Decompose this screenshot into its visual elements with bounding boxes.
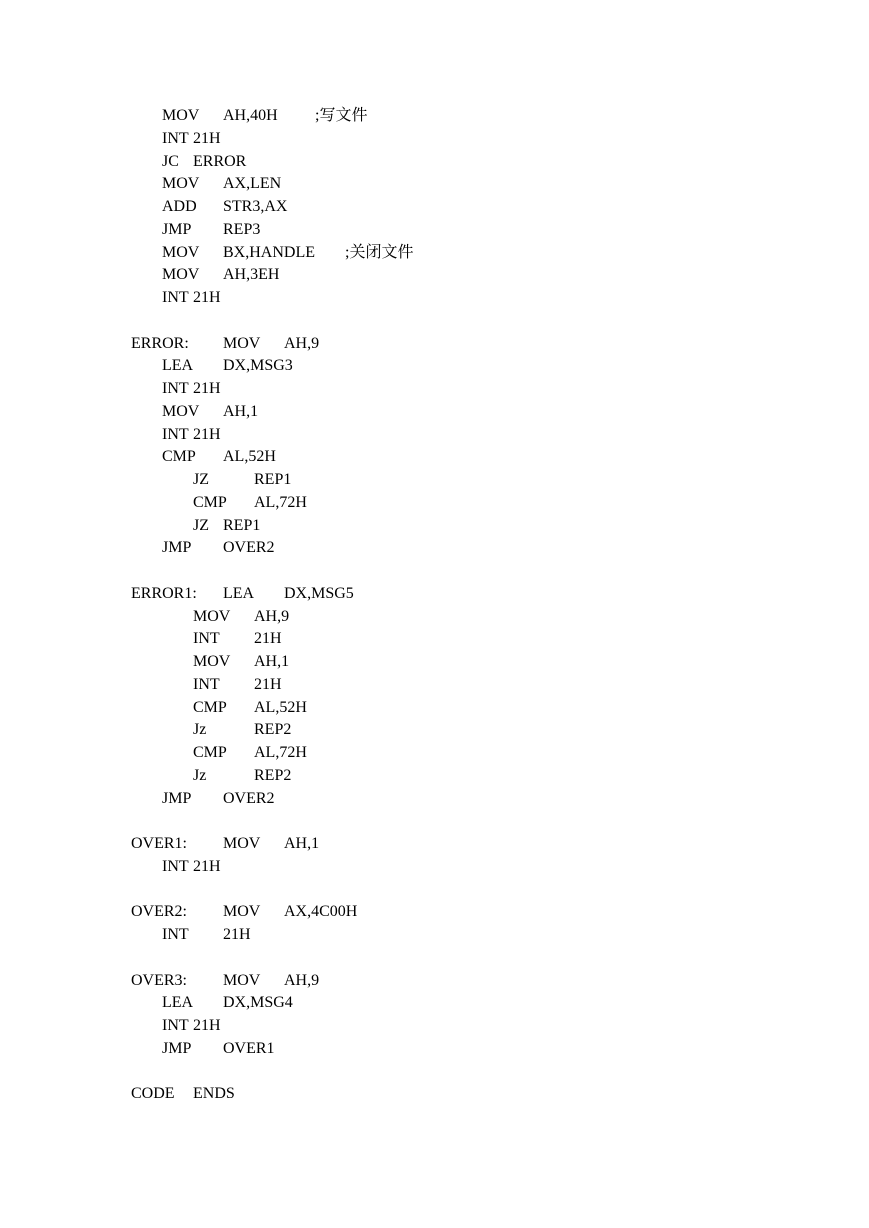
code-token: LEA bbox=[162, 357, 194, 374]
code-token: AH,1 bbox=[284, 835, 320, 852]
code-token: REP2 bbox=[254, 767, 292, 784]
code-token: MOV bbox=[162, 403, 200, 420]
code-token: 21H bbox=[193, 1017, 221, 1034]
code-line bbox=[0, 788, 869, 810]
code-token: MOV bbox=[193, 608, 231, 625]
code-token: AX,4C00H bbox=[284, 903, 358, 920]
code-token: JMP bbox=[162, 221, 192, 238]
code-token: INT bbox=[162, 926, 189, 943]
code-token: AX,LEN bbox=[223, 175, 282, 192]
code-token: STR3,AX bbox=[223, 198, 288, 215]
code-token: OVER3: bbox=[131, 972, 187, 989]
code-token: ;关闭文件 bbox=[345, 244, 414, 261]
code-line bbox=[0, 924, 869, 946]
code-token: JC bbox=[162, 153, 179, 170]
code-line bbox=[0, 1038, 869, 1060]
code-token: AH,3EH bbox=[223, 266, 280, 283]
code-token: 21H bbox=[193, 380, 221, 397]
code-token: ;写文件 bbox=[315, 107, 368, 124]
code-token: MOV bbox=[193, 653, 231, 670]
code-line bbox=[0, 674, 869, 696]
code-line bbox=[0, 469, 869, 491]
code-token: MOV bbox=[162, 244, 200, 261]
code-token: CMP bbox=[193, 494, 227, 511]
code-token: OVER2: bbox=[131, 903, 187, 920]
code-token: 21H bbox=[193, 858, 221, 875]
code-token: 21H bbox=[223, 926, 251, 943]
code-token: INT bbox=[162, 426, 189, 443]
code-token: MOV bbox=[162, 266, 200, 283]
code-token: REP2 bbox=[254, 721, 292, 738]
code-token: MOV bbox=[162, 107, 200, 124]
code-token: DX,MSG3 bbox=[223, 357, 293, 374]
code-token: AL,72H bbox=[254, 494, 307, 511]
code-token: BX,HANDLE bbox=[223, 244, 315, 261]
code-token: REP1 bbox=[223, 517, 261, 534]
code-token: MOV bbox=[223, 835, 261, 852]
code-token: MOV bbox=[223, 903, 261, 920]
code-token: AH,1 bbox=[254, 653, 290, 670]
code-token: ENDS bbox=[193, 1085, 235, 1102]
code-token: OVER1: bbox=[131, 835, 187, 852]
code-line bbox=[0, 424, 869, 446]
code-line bbox=[0, 742, 869, 764]
code-token: AL,52H bbox=[254, 699, 307, 716]
code-token: INT bbox=[162, 858, 189, 875]
code-line bbox=[0, 151, 869, 173]
code-token: JZ bbox=[193, 471, 209, 488]
code-line bbox=[0, 105, 869, 127]
code-token: INT bbox=[162, 380, 189, 397]
code-token: OVER2 bbox=[223, 539, 275, 556]
code-line bbox=[0, 173, 869, 195]
code-token: OVER2 bbox=[223, 790, 275, 807]
code-token: DX,MSG4 bbox=[223, 994, 293, 1011]
code-line bbox=[0, 1083, 869, 1105]
code-token: JZ bbox=[193, 517, 209, 534]
code-token: INT bbox=[193, 630, 220, 647]
code-line bbox=[0, 970, 869, 992]
code-line bbox=[0, 242, 869, 264]
code-token: LEA bbox=[223, 585, 255, 602]
code-line bbox=[0, 264, 869, 286]
code-token: AL,52H bbox=[223, 448, 276, 465]
code-line bbox=[0, 401, 869, 423]
code-line bbox=[0, 537, 869, 559]
code-line bbox=[0, 765, 869, 787]
code-line bbox=[0, 992, 869, 1014]
code-line bbox=[0, 219, 869, 241]
code-line bbox=[0, 651, 869, 673]
code-token: LEA bbox=[162, 994, 194, 1011]
code-token: ERROR bbox=[193, 153, 247, 170]
code-token: INT bbox=[193, 676, 220, 693]
code-token: 21H bbox=[254, 676, 282, 693]
code-line bbox=[0, 697, 869, 719]
code-token: CMP bbox=[193, 699, 227, 716]
code-token: AL,72H bbox=[254, 744, 307, 761]
code-token: REP1 bbox=[254, 471, 292, 488]
code-token: INT bbox=[162, 130, 189, 147]
code-token: CMP bbox=[193, 744, 227, 761]
code-line bbox=[0, 856, 869, 878]
code-token: AH,1 bbox=[223, 403, 259, 420]
code-token: 21H bbox=[193, 289, 221, 306]
code-token: AH,9 bbox=[284, 335, 320, 352]
code-token: JMP bbox=[162, 790, 192, 807]
code-token: INT bbox=[162, 289, 189, 306]
code-line bbox=[0, 583, 869, 605]
code-token: INT bbox=[162, 1017, 189, 1034]
code-token: CODE bbox=[131, 1085, 175, 1102]
code-token: MOV bbox=[223, 335, 261, 352]
code-token: ADD bbox=[162, 198, 197, 215]
code-line bbox=[0, 128, 869, 150]
code-line bbox=[0, 719, 869, 741]
code-line bbox=[0, 606, 869, 628]
code-token: Jz bbox=[193, 767, 207, 784]
code-token: AH,40H bbox=[223, 107, 278, 124]
code-line bbox=[0, 378, 869, 400]
code-token: AH,9 bbox=[254, 608, 290, 625]
code-line bbox=[0, 355, 869, 377]
code-line bbox=[0, 492, 869, 514]
code-line bbox=[0, 333, 869, 355]
code-line bbox=[0, 901, 869, 923]
code-line bbox=[0, 196, 869, 218]
code-line bbox=[0, 515, 869, 537]
code-line bbox=[0, 446, 869, 468]
code-token: OVER1 bbox=[223, 1040, 275, 1057]
code-token: AH,9 bbox=[284, 972, 320, 989]
code-token: DX,MSG5 bbox=[284, 585, 354, 602]
code-token: 21H bbox=[193, 426, 221, 443]
code-token: REP3 bbox=[223, 221, 261, 238]
code-token: ERROR: bbox=[131, 335, 189, 352]
code-token: JMP bbox=[162, 539, 192, 556]
code-line bbox=[0, 1015, 869, 1037]
code-token: ERROR1: bbox=[131, 585, 197, 602]
code-token: 21H bbox=[193, 130, 221, 147]
code-token: Jz bbox=[193, 721, 207, 738]
code-line bbox=[0, 287, 869, 309]
code-token: MOV bbox=[162, 175, 200, 192]
code-token: 21H bbox=[254, 630, 282, 647]
code-line bbox=[0, 628, 869, 650]
code-token: CMP bbox=[162, 448, 196, 465]
code-token: MOV bbox=[223, 972, 261, 989]
code-token: JMP bbox=[162, 1040, 192, 1057]
code-line bbox=[0, 833, 869, 855]
